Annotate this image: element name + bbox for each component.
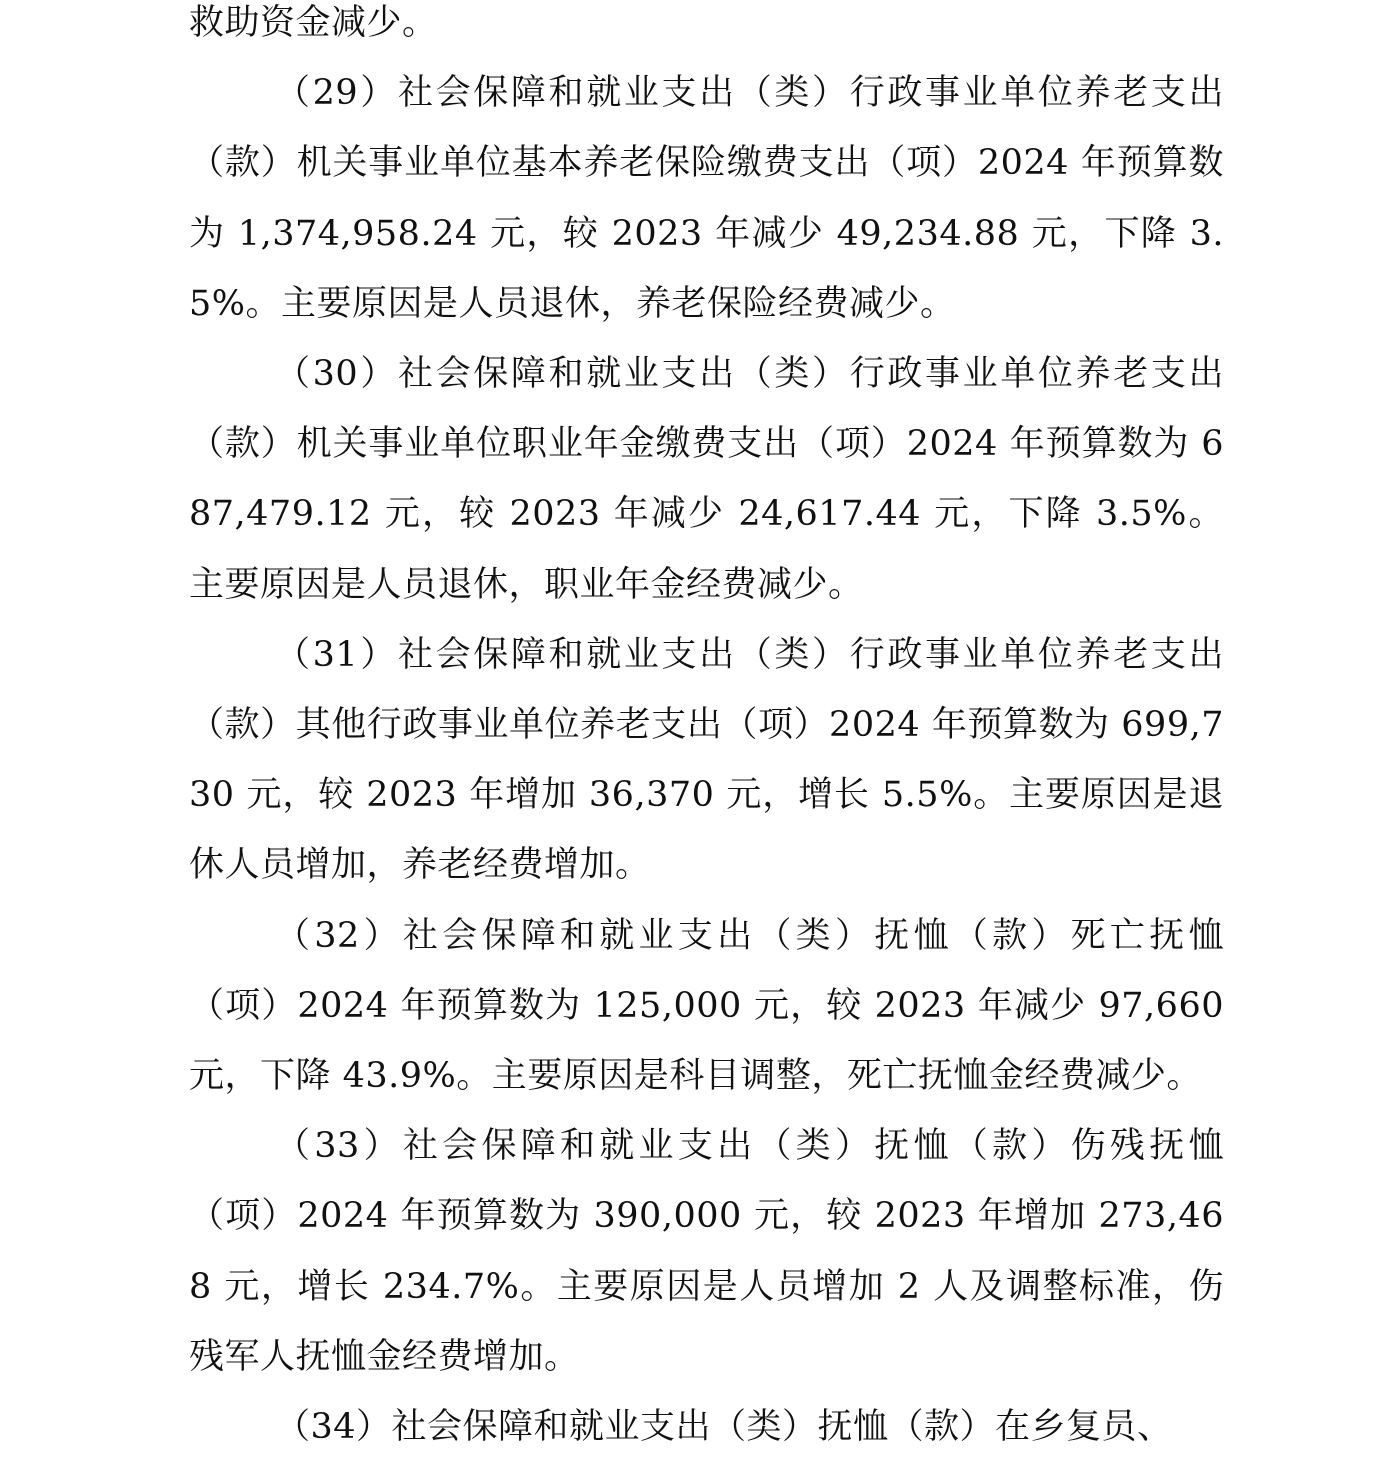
paragraph-30: （30）社会保障和就业支出（类）行政事业单位养老支出（款）机关事业单位职业年金缴费支出（项）2024 年预算数为 687,479.12 元，较 2023 年减少 24,617.44 元，下降 3.5%。主要原因是人员退休，职业年金经费减少。 [189,354,1224,605]
paragraph-32: （32）社会保障和就业支出（类）抚恤（款）死亡抚恤（项）2024 年预算数为 125,000 元，较 2023 年减少 97,660 元，下降 43.9%。主要原因是科目调整，死亡抚恤金经费减少。 [189,915,1224,1097]
paragraph-continuation: 救助资金减少。 [189,3,438,43]
paragraph-29: （29）社会保障和就业支出（类）行政事业单位养老支出（款）机关事业单位基本养老保险缴费支出（项）2024 年预算数为 1,374,958.24 元，较 2023 年减少 49,234.88 元，下降 3.5%。主要原因是人员退休，养老保险经费减少。 [189,73,1224,324]
paragraph-33: （33）社会保障和就业支出（类）抚恤（款）伤残抚恤（项）2024 年预算数为 390,000 元，较 2023 年增加 273,468 元，增长 234.7%。主要原因是人员增加 2 人及调整标准，伤残军人抚恤金经费增加。 [189,1126,1224,1377]
document-page [189,0,1224,1462]
paragraph-34: （34）社会保障和就业支出（类）抚恤（款）在乡复员、 [275,1407,1173,1448]
paragraph-31: （31）社会保障和就业支出（类）行政事业单位养老支出（款）其他行政事业单位养老支出（项）2024 年预算数为 699,730 元，较 2023 年增加 36,370 元，增长 5.5%。主要原因是退休人员增加，养老经费增加。 [189,634,1224,886]
